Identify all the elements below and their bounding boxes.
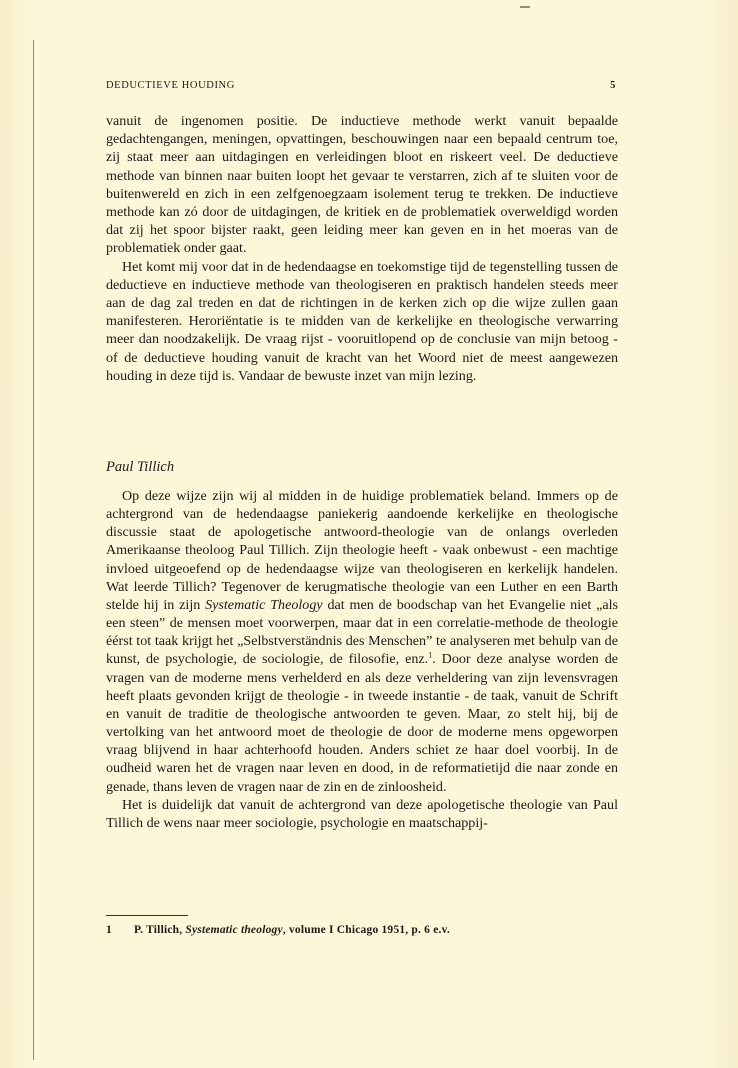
footnote-reference[interactable]: 1 — [428, 650, 433, 660]
book-title: Systematic Theology — [205, 596, 323, 613]
paragraph: vanuit de ingenomen positie. De inductieve methode werkt vanuit bepaalde gedachtengangen, meningen, opvattingen, beschouwingen naar een bepaald centrum toe, zij staat meer aan uitdagingen en verleidingen bloot en riskeert veel. De deductieve methode van binnen naar buiten loopt het gevaar te verstarren, zich af te sluiten voor de buitenwereld en zich in een zelfgenoegzaam isolement terug te trekken. De inductieve methode kan zó door de uitdagingen, de kritiek en de problematiek overweldigd worden dat zij het spoor bijster raakt, geen leiding meer kan geven en in het moeras van de problematiek onder gaat. — [106, 113, 618, 257]
paragraph-text: dat men de boodschap van het Evangelie niet „als een steen” de mensen moet voorwerpen, maar dat in een correlatie-methode de theologie éérst tot taak krijgt het „Selbstverständnis des Menschen” te analyseren met behulp van de kunst, de psychologie, de sociologie, de filosofie, enz. — [106, 596, 619, 668]
footnote-rest: , volume I Chicago 1951, p. 6 e.v. — [282, 924, 450, 936]
scan-mark — [520, 6, 530, 8]
section-heading: Paul Tillich — [106, 459, 175, 475]
footnote-author: P. Tillich, — [134, 924, 186, 936]
page-edge-line — [33, 40, 34, 1060]
paragraph: Het is duidelijk dat vanuit de achtergrond van deze apologetische theologie van Paul Tillich de wens naar meer sociologie, psychologie en maatschappij- — [106, 796, 618, 831]
body-text-top — [106, 112, 618, 385]
paragraph-text: Op deze wijze zijn wij al midden in de huidige problematiek beland. Immers op de achtergrond van de hedendaagse paniekerig aandoende kerkelijke en theologische discussie staat de apologetische antwoord-theologie van de onlangs overleden Amerikaanse theoloog Paul Tillich. Zijn theologie heeft - vaak onbewust - een machtige invloed uitgeoefend op de hedendaagse wijze van theologiseren en kerkelijk handelen. Wat leerde Tillich? Tegenover de kerugmatische theologie van een Luther en een Barth stelde hij in zijn — [106, 488, 618, 613]
footnote-title: Systematic theology — [185, 924, 283, 936]
paragraph-text: . Door deze analyse worden de vragen van de moderne mens verhelderd en als deze verheldering van zijn levensvragen heeft plaats gevonden krijgt de theologie - in tweede instantie - de taak, vanuit de Schrift en vanuit de traditie de theologische antwoorden te geven. Maar, zo stelt hij, bij de vertolking van het antwoord moet de theologie de door de moderne mens opgeworpen vraag blijvend in haar achterhoofd houden. Anders schiet ze haar doel voorbij. In de oudheid waren het de vragen naar leven en dood, in de reformatietijd die naar zonde en genade, thans leven de vragen naar de zin en de zinloosheid. — [106, 651, 619, 795]
footnote-rule — [106, 915, 188, 916]
paragraph: Het komt mij voor dat in de hedendaagse en toekomstige tijd de tegenstelling tussen de deductieve en inductieve methode van theologiseren en praktisch handelen steeds meer aan de dag zal treden en dat de richtingen in de kerken zich op die wijze zullen gaan manifesteren. Heroriëntatie is te midden van de kerkelijke en theologische verwarring meer dan noodzakelijk. De vraag rijst - vooruitlopend op de conclusie van mijn betoog - of de deductieve houding vanuit de kracht van het Woord niet de meest aangewezen houding in deze tijd is. Vandaar de bewuste inzet van mijn lezing. — [106, 258, 618, 384]
running-head-title: DEDUCTIEVE HOUDING — [106, 80, 235, 91]
page-number: 5 — [610, 80, 616, 91]
paragraph — [106, 487, 618, 796]
footnote-number: 1 — [106, 924, 112, 936]
footnote — [106, 924, 626, 936]
body-text-section — [106, 487, 618, 832]
